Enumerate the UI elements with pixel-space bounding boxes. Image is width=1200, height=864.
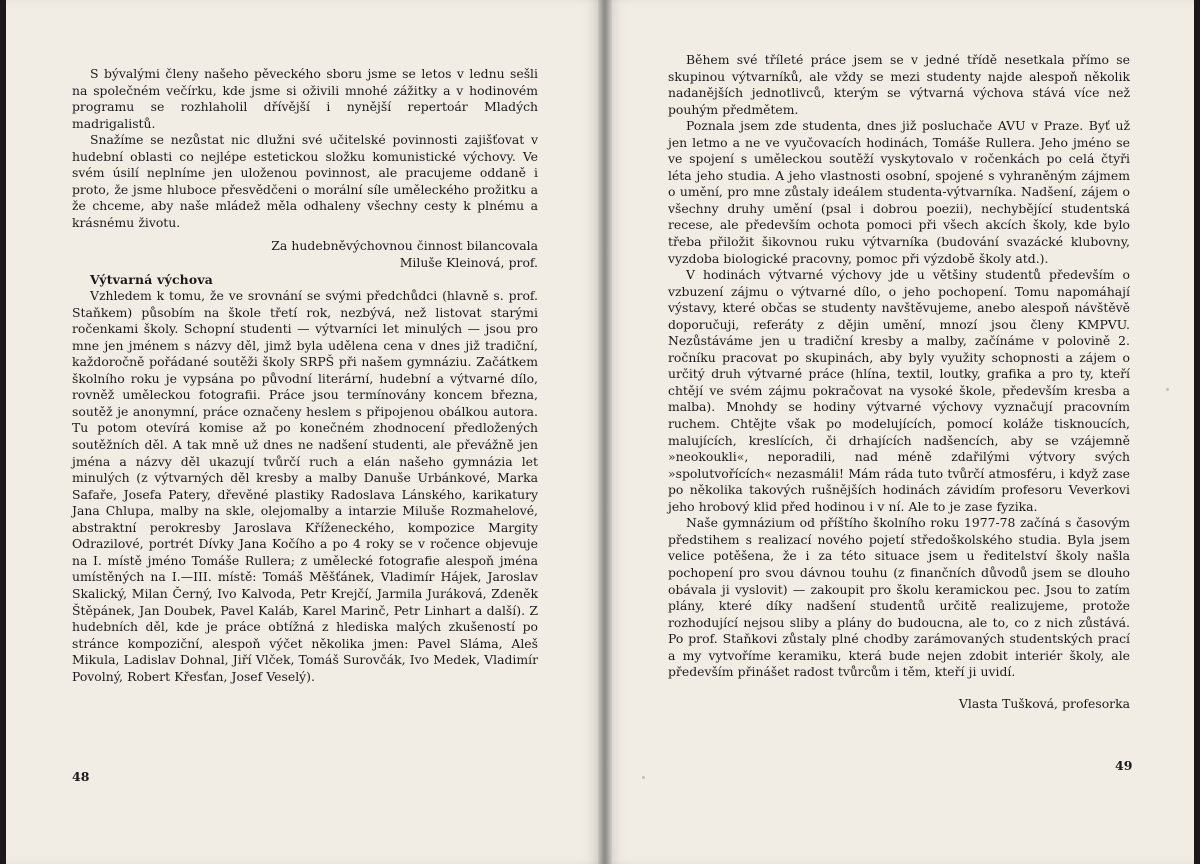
signature: Vlasta Tušková, profesorka <box>958 695 1130 711</box>
paper-speck <box>642 776 645 779</box>
left-page <box>6 0 604 864</box>
paragraph: Snažíme se nezůstat nic dlužni své učitelské povinnosti zajišťovat v hudební oblasti co nejlépe estetickou složku komunistické výchovy. Ve svém úsilí neplníme jen uloženou povinnost, ale pracujeme oddaně i proto, že jsme hluboce přesvědčeni o morální síle uměleckého prožitku a že chceme, aby naše mládež měla odhaleny všechny cesty k plnému a krásnému životu. <box>72 132 538 230</box>
paragraph: Naše gymnázium od příštího školního roku 1977-78 začíná s časovým předstihem s realizací nového pojetí středoškolského studia. Byla jsem velice potěšena, že i za této situace jsem u ředitelství školy našla pochopení pro svou dávnou touhu (z finančních důvodů jsem se dlouho obávala ji vyslovit) — zakoupit pro školu keramickou pec. Jsou to zatím plány, které díky nadšení studentů určitě realizujeme, protože rozhodující nejsou sliby a plány do budoucna, ale to, co z nich zůstává. Po prof. Staňkovi zůstaly plné chodby zarámovaných studentských prací a my vytvoříme keramiku, která bude nejen zdobit interiér školy, ale především přinášet radost tvůrcům i těm, kteří ji uvidí. <box>668 515 1130 680</box>
paragraph: V hodinách výtvarné výchovy jde u většiny studentů především o vzbuzení zájmu o výtvarné dílo, o jeho pochopení. Tomu napomáhají výstavy, které občas se studenty navštěvujeme, anebo alespoň návštěvě doporučuji, referáty z dějin umění, mnozí jsou členy KMPVU. Nezůstáváme jen u tradiční kresby a malby, začínáme v polovině 2. ročníku pracovat po skupinách, aby byly využity schopnosti a zájem o určitý druh výtvarné práce (hlína, textil, loutky, grafika a pro ty, kteří chtějí ve svém zájmu pokračovat na vysoké škole, především kresba a malba). Mnohdy se hodiny výtvarné výchovy vyznačují pracovním ruchem. Chtějte však po modelujících, pomocí koláže tisknoucích, malujících, kreslících, či drhajících nadšencích, aby se vzájemně »neokoukli«, neporadili, nad méně zdařilými výtvory svých »spolutvořících« nezasmáli! Mám ráda tuto tvůrčí atmosféru, i když zase po několika takových rušnějších hodinách závidím profesoru Veverkovi jeho hrobový klid před hodinou i v ní. Ale to je zase fyzika. <box>668 267 1130 514</box>
left-page-text <box>72 66 538 685</box>
signature-line: Za hudebněvýchovnou činnost bilancovala <box>271 238 538 254</box>
book-spread <box>6 0 1194 864</box>
paragraph: Poznala jsem zde studenta, dnes již posluchače AVU v Praze. Byť už jen letmo a ne ve vyučovacích hodinách, Tomáše Rullera. Jeho jméno se ve spojení s uměleckou soutěží vyskytovalo v ročenkách po celá čtyři léta jeho studia. A jeho vlastnosti osobní, spojené s vyhraněným zájmem o umění, pro mne zůstaly ideálem studenta-výtvarníka. Nadšení, zájem o všechny druhy umění (psal i dobrou poezii), nechybějící studentská recese, ale především ochota pomoci při všech akcích školy, kde bylo třeba přiložit šikovnou ruku výtvarníka (budování svazácké klubovny, vyzdoba biologické pracovny, pomoc při výzdobě školy atd.). <box>668 118 1130 266</box>
page-number: 49 <box>1115 758 1133 773</box>
page-number: 48 <box>72 769 90 784</box>
book-gutter <box>598 0 612 864</box>
paragraph: Během své tříleté práce jsem se v jedné třídě nesetkala přímo se skupinou výtvarníků, ale vždy se mezi studenty najde alespoň několik nadanějších jednotlivců, kterým se výtvarná výchova stává více než pouhým předmětem. <box>668 52 1130 117</box>
signature-name: Miluše Kleinová, prof. <box>399 255 538 271</box>
paragraph: S bývalými členy našeho pěveckého sboru jsme se letos v lednu sešli na společném večírku, kde jsme si oživili mnohé zážitky a v hodinovém programu se rozhlaholil dřívější i nynější repertoár Mladých madrigalistů. <box>72 66 538 131</box>
right-page-text <box>668 52 1130 712</box>
section-heading: Výtvarná výchova <box>90 271 213 287</box>
paragraph: Vzhledem k tomu, že ve srovnání se svými předchůdci (hlavně s. prof. Staňkem) působím na škole třetí rok, nezbývá, než listovat starými ročenkami školy. Schopní studenti — výtvarníci let minulých — jsou pro mne jen jménem s názvy děl, jimž byla udělena cena v dnes již tradiční, každoročně pořádané soutěži školy SRPŠ při našem gymnáziu. Začátkem školního roku je vypsána po původní literární, hudební a výtvarné dílo, rovněž uměleckou fotografii. Práce jsou termínovány koncem března, soutěž je anonymní, práce označeny heslem s připojenou obálkou autora. Tu potom otevírá komise až po konečném zhodnocení předložených soutěžních děl. A tak mně už dnes ne nadšení studenti, ale převážně jen jména a názvy děl ukazují tvůrčí ruch a elán našeho gymnázia let minulých (z výtvarných děl kresby a malby Danuše Urbánkové, Marka Safaře, Josefa Patery, dřevěné plastiky Radoslava Lánského, karikatury Jana Chlupa, malby na skle, olejomalby a intarzie Miluše Rozmahelové, abstraktní perokresby Jaroslava Kříženeckého, kompozice Margity Odrazilové, portrét Dívky Jana Kočího a po 4 roky se v ročence objevuje na I. místě jméno Tomáše Rullera; z umělecké fotografie alespoň jména umístěných na I.—III. místě: Tomáš Měšťánek, Vladimír Hájek, Jaroslav Skalický, Milan Černý, Ivo Kalvoda, Petr Krejčí, Jarmila Juráková, Zdeněk Štěpánek, Jan Doubek, Pavel Kaláb, Karel Marinč, Petr Linhart a další). Z hudebních děl, kde je práce obtížná z hlediska malých zkušeností po stránce kompoziční, alespoň výčet několika jmen: Pavel Sláma, Aleš Mikula, Ladislav Dohnal, Jiří Vlček, Tomáš Surovčák, Ivo Medek, Vladimír Povolný, Robert Křesťan, Josef Veselý). <box>72 288 538 684</box>
right-page <box>604 0 1194 864</box>
paper-speck <box>1166 388 1169 391</box>
